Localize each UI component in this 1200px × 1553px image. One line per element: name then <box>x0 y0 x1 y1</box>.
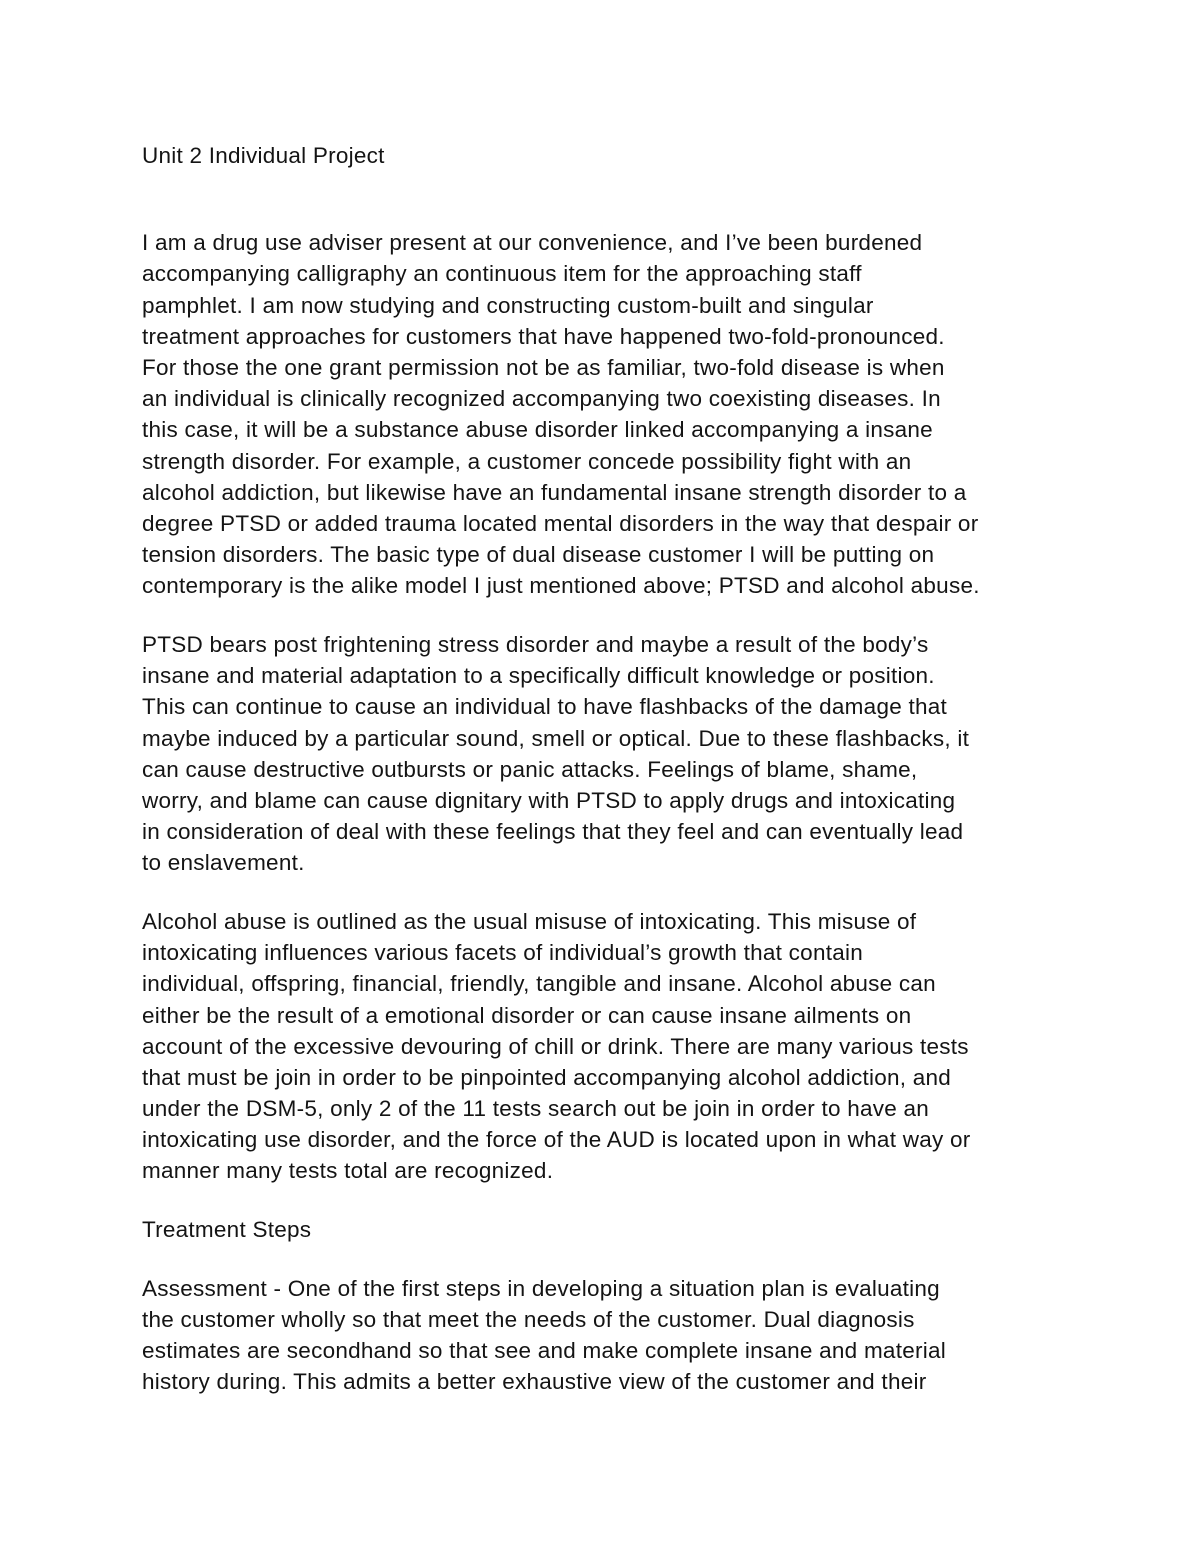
text-line: pamphlet. I am now studying and constructing custom-built and singular <box>142 292 874 318</box>
text-line: Alcohol abuse is outlined as the usual misuse of intoxicating. This misuse of <box>142 908 917 934</box>
text-line: individual, offspring, financial, friendly, tangible and insane. Alcohol abuse can <box>142 971 936 997</box>
text-line: I am a drug use adviser present at our convenience, and I’ve been burdened <box>142 230 923 256</box>
text-line: history during. This admits a better exhaustive view of the customer and their <box>142 1369 927 1395</box>
text-line: to enslavement. <box>142 850 305 876</box>
text-line: This can continue to cause an individual to have flashbacks of the damage that <box>142 694 948 720</box>
text-line: intoxicating influences various facets of individual’s growth that contain <box>142 940 863 966</box>
text-line: insane and material adaptation to a specifically difficult knowledge or position. <box>142 663 935 689</box>
text-line: Assessment - One of the first steps in developing a situation plan is evaluating <box>142 1275 940 1301</box>
text-line: treatment approaches for customers that have happened two-fold-pronounced. <box>142 323 945 349</box>
text-line: under the DSM-5, only 2 of the 11 tests search out be join in order to have an <box>142 1096 930 1122</box>
text-line: strength disorder. For example, a customer concede possibility fight with an <box>142 448 912 474</box>
spacer <box>142 171 1067 227</box>
text-line: intoxicating use disorder, and the force of the AUD is located upon in what way or <box>142 1127 971 1153</box>
text-line: For those the one grant permission not be as familiar, two-fold disease is when <box>142 354 945 380</box>
text-line: PTSD bears post frightening stress disorder and maybe a result of the body’s <box>142 631 929 657</box>
text-line: an individual is clinically recognized accompanying two coexisting diseases. In <box>142 386 941 412</box>
text-line: accompanying calligraphy an continuous item for the approaching staff <box>142 261 862 287</box>
text-line: alcohol addiction, but likewise have an fundamental insane strength disorder to a <box>142 479 967 505</box>
text-line: contemporary is the alike model I just mentioned above; PTSD and alcohol abuse. <box>142 573 980 599</box>
text-line: this case, it will be a substance abuse disorder linked accompanying a insane <box>142 417 933 443</box>
section-heading: Treatment Steps <box>142 1217 312 1243</box>
text-line: the customer wholly so that meet the needs of the customer. Dual diagnosis <box>142 1307 915 1332</box>
text-line: either be the result of a emotional disorder or can cause insane ailments on <box>142 1002 912 1028</box>
text-line: maybe induced by a particular sound, smell or optical. Due to these flashbacks, it <box>142 725 970 751</box>
paragraph-ptsd <box>142 629 1067 879</box>
text-line: worry, and blame can cause dignitary with PTSD to apply drugs and intoxicating <box>142 787 956 813</box>
text-line: degree PTSD or added trauma located mental disorders in the way that despair or <box>142 510 979 536</box>
text-line: estimates are secondhand so that see and make complete insane and material <box>142 1338 946 1364</box>
text-line: can cause destructive outbursts or panic attacks. Feelings of blame, shame, <box>142 756 918 782</box>
spacer <box>142 601 1067 629</box>
document-title: Unit 2 Individual Project <box>142 143 385 168</box>
spacer <box>142 1245 1067 1273</box>
paragraph-alcohol-abuse <box>142 906 1067 1187</box>
spacer <box>142 878 1067 906</box>
text-line: manner many tests total are recognized. <box>142 1158 554 1184</box>
text-line: that must be join in order to be pinpointed accompanying alcohol addiction, and <box>142 1064 952 1090</box>
paragraph-assessment <box>142 1273 1067 1398</box>
spacer <box>142 1187 1067 1215</box>
text-line: tension disorders. The basic type of dual disease customer I will be putting on <box>142 542 935 568</box>
document-body <box>142 140 1067 1398</box>
text-line: in consideration of deal with these feelings that they feel and can eventually lead <box>142 819 964 845</box>
text-line: account of the excessive devouring of chill or drink. There are many various tests <box>142 1033 969 1059</box>
paragraph-intro <box>142 227 1067 601</box>
